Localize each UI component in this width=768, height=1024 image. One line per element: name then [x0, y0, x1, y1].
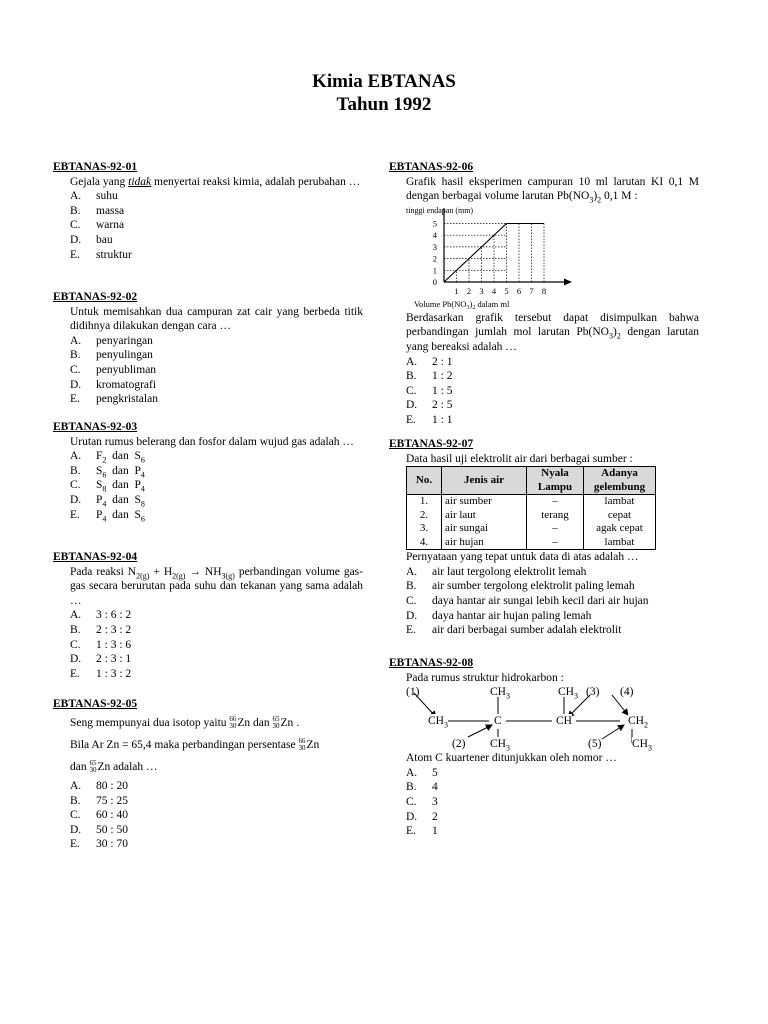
option-e [70, 392, 363, 407]
option-text: air dari berbagai sumber adalah elektrolit [432, 624, 622, 637]
option-text: 3 [432, 795, 438, 808]
option-letter: E. [406, 624, 416, 637]
table-cell: – [527, 495, 584, 509]
label-4: (4) [620, 686, 634, 699]
option-c [70, 808, 363, 823]
option-letter: B. [70, 623, 81, 636]
option-d [406, 810, 699, 825]
series-line [444, 223, 544, 282]
hydrocarbon-structure [406, 685, 699, 751]
option-letter: D. [70, 653, 82, 666]
x-tick-label: 2 [466, 285, 472, 296]
option-letter: D. [70, 233, 82, 246]
option-c [406, 384, 699, 399]
x-tick-label: 8 [541, 285, 547, 296]
option-letter: C. [70, 809, 81, 822]
question-text: Grafik hasil eksperimen campuran 10 ml larutan KI 0,1 M dengan berbagai volume larutan $Pb(NO_3)_2$ 0,1 M : [406, 175, 699, 205]
question-text: Urutan rumus belerang dan fosfor dalam wujud gas adalah … [70, 435, 354, 448]
question-6 [389, 160, 699, 428]
label-3: (3) [586, 686, 600, 699]
isotope-label: 66 30 [229, 715, 237, 731]
option-letter: B. [70, 464, 81, 477]
option-letter: B. [70, 349, 81, 362]
option-letter: D. [406, 609, 418, 622]
table-cell: lambat [584, 495, 656, 509]
option-text: struktur [96, 248, 132, 261]
option-c [70, 363, 363, 378]
question-text: Berdasarkan grafik tersebut dapat disimpulkan bahwa perbandingan jumlah mol larutan $Pb(NO_3)_2$ dengan larutan yang bereaksi adalah … [406, 311, 699, 353]
option-text: 50 : 50 [96, 823, 128, 836]
atom-c-quaternary: C [494, 715, 502, 728]
isotope-label: 65 30 [89, 759, 97, 775]
isotope-label: 65 30 [272, 715, 280, 731]
option-text: air sumber tergolong elektrolit paling lemah [432, 580, 635, 593]
question-4 [53, 550, 363, 681]
option-letter: A. [70, 780, 82, 792]
options [53, 189, 363, 262]
table-cell: 3. [407, 522, 442, 536]
option-letter: A. [406, 355, 418, 368]
option-e [406, 413, 699, 428]
option-b [70, 464, 363, 479]
question-text: Data hasil uji elektrolit air dari berbagai sumber : [406, 452, 633, 465]
option-text: daya hantar air hujan paling lemah [432, 609, 592, 622]
question-text: Pada reaksi $N_{2(g)} + H_{2(g)} \to NH_{3(g)}$ perbandingan volume gas-gas secara berurutan pada suhu dan tekanan yang sama adalah … [70, 565, 363, 607]
options [53, 334, 363, 407]
option-letter: C. [70, 363, 81, 376]
option-letter: D. [406, 810, 418, 823]
table-cell: air laut [442, 509, 527, 523]
option-text: kromatografi [96, 378, 157, 391]
option-b [406, 780, 699, 795]
label-5: (5) [588, 738, 602, 751]
option-letter: C. [70, 479, 81, 492]
option-letter: B. [406, 781, 417, 794]
option-c [70, 218, 363, 233]
option-text: penyubliman [96, 363, 157, 376]
options [389, 565, 699, 638]
option-letter: A. [70, 190, 82, 203]
option-letter: E. [70, 667, 80, 680]
question-text: Seng mempunyai dua isotop yaitu 66 30Zn dan 65 30Zn . [70, 715, 300, 731]
option-letter: E. [70, 393, 80, 406]
question-heading: EBTANAS-92-08 [389, 657, 474, 669]
option-e [70, 508, 363, 523]
option-d [70, 378, 363, 393]
option-e [70, 248, 363, 263]
option-text: bau [96, 233, 113, 246]
option-text: $P_4$ dan $S_6$ [96, 508, 145, 523]
option-b [70, 204, 363, 219]
option-c [406, 594, 699, 609]
option-b [70, 623, 363, 638]
question-3 [53, 420, 363, 522]
option-e [406, 623, 699, 638]
option-a [406, 565, 699, 580]
question-text: Pernyataan yang tepat untuk data di atas adalah … [406, 551, 639, 564]
option-letter: D. [70, 378, 82, 391]
table-cell: – [527, 536, 584, 550]
option-a [406, 355, 699, 370]
arrow-2 [468, 725, 492, 737]
option-letter: E. [70, 248, 80, 261]
option-d [70, 823, 363, 838]
option-text: pengkristalan [96, 393, 158, 406]
x-axis-label: Volume $Pb(NO_3)_2$ dalam ml [414, 298, 510, 311]
table-cell: air sumber [442, 495, 527, 509]
table-cell: 2. [407, 509, 442, 523]
option-e [70, 837, 363, 852]
electrolyte-table [406, 466, 656, 550]
question-heading: EBTANAS-92-04 [53, 551, 138, 563]
question-text: Untuk memisahkan dua campuran zat cair yang berbeda titik didihnya dilakukan dengan cara … [70, 305, 363, 333]
option-text: 2 : 1 [432, 355, 453, 368]
option-text: 4 [432, 781, 438, 794]
question-1 [53, 160, 363, 262]
option-d [406, 609, 699, 624]
x-tick-label: 7 [529, 285, 534, 296]
question-text: Bila Ar Zn = 65,4 maka perbandingan persentase 66 30Zn [70, 737, 320, 753]
options [53, 779, 363, 852]
option-text: penyaringan [96, 334, 153, 347]
table-cell: – [527, 522, 584, 536]
table-row [407, 536, 656, 550]
option-b [70, 348, 363, 363]
option-c [70, 638, 363, 653]
atom-ch: CH [556, 715, 572, 728]
atom-ch2: $CH_2$ [628, 715, 648, 730]
x-tick-label: 1 [454, 285, 459, 296]
option-letter: D. [70, 493, 82, 506]
option-text: 2 : 3 : 1 [96, 653, 132, 666]
question-text: Atom C kuartener ditunjukkan oleh nomor … [406, 752, 617, 765]
y-tick-label: 2 [432, 253, 437, 264]
option-text: 5 [432, 766, 438, 779]
y-tick-label: 1 [432, 265, 437, 276]
option-letter: A. [70, 609, 82, 622]
y-tick-label: 5 [432, 218, 437, 229]
atom-ch3-top: $CH_3$ [490, 686, 510, 701]
table-header: Adanya gelembung [584, 467, 656, 495]
label-2: (2) [452, 738, 466, 751]
question-text: dan 65 30Zn adalah … [70, 759, 158, 775]
options [53, 449, 363, 522]
question-5 [53, 696, 363, 852]
precipitate-chart [406, 204, 699, 311]
option-e [406, 824, 699, 839]
table-cell: air hujan [442, 536, 527, 550]
x-tick-label: 6 [516, 285, 522, 296]
option-b [406, 579, 699, 594]
question-heading: EBTANAS-92-07 [389, 438, 474, 450]
table-cell: air sungai [442, 522, 527, 536]
option-text: 75 : 25 [96, 794, 128, 807]
option-text: massa [96, 204, 125, 217]
option-b [70, 794, 363, 809]
atom-ch3-bottom: $CH_3$ [490, 738, 510, 753]
option-letter: D. [406, 399, 418, 412]
option-d [70, 233, 363, 248]
option-letter: C. [406, 795, 417, 808]
table-row [407, 509, 656, 523]
table-row [407, 495, 656, 509]
option-a [70, 189, 363, 204]
question-heading: EBTANAS-92-05 [53, 698, 138, 710]
option-a [70, 449, 363, 464]
option-letter: E. [70, 838, 80, 851]
option-letter: D. [70, 823, 82, 836]
option-text: suhu [96, 190, 118, 203]
option-d [70, 652, 363, 667]
options [389, 766, 699, 839]
option-a [406, 766, 699, 781]
table-cell: 4. [407, 536, 442, 550]
option-letter: C. [70, 638, 81, 651]
option-a [70, 608, 363, 623]
y-tick-label: 0 [432, 276, 437, 287]
option-text: 1 [432, 825, 438, 838]
y-tick-label: 4 [432, 229, 437, 240]
option-c [70, 478, 363, 493]
isotope-label: 66 30 [298, 737, 306, 753]
table-header: Nyala Lampu [527, 467, 584, 495]
option-text: 1 : 2 [432, 370, 453, 383]
table-cell: lambat [584, 536, 656, 550]
option-text: 1 : 3 : 6 [96, 638, 132, 651]
option-a [70, 334, 363, 349]
table-cell: cepat [584, 509, 656, 523]
option-d [70, 493, 363, 508]
option-letter: A. [406, 766, 418, 779]
page-title: Kimia EBTANAS Tahun 1992 [312, 71, 456, 115]
option-letter: C. [70, 219, 81, 232]
question-8 [389, 656, 699, 839]
x-tick-label: 5 [504, 285, 509, 296]
option-letter: E. [70, 508, 80, 521]
option-text: daya hantar air sungai lebih kecil dari air hujan [432, 594, 649, 607]
option-d [406, 398, 699, 413]
option-letter: B. [406, 370, 417, 383]
option-letter: B. [406, 580, 417, 593]
option-text: $P_4$ dan $S_8$ [96, 493, 145, 509]
option-text: 1 : 5 [432, 384, 453, 397]
table-cell: 1. [407, 495, 442, 509]
chart-svg [406, 204, 586, 311]
question-heading: EBTANAS-92-01 [53, 161, 138, 173]
question-2 [53, 290, 363, 407]
table-cell: terang [527, 509, 584, 523]
option-text: $S_8$ dan $P_4$ [96, 479, 145, 494]
option-letter: C. [406, 384, 417, 397]
option-letter: B. [70, 794, 81, 807]
option-text: 3 : 6 : 2 [96, 609, 132, 622]
question-heading: EBTANAS-92-02 [53, 291, 138, 303]
x-axis-arrow [564, 278, 572, 285]
option-letter: E. [406, 413, 416, 426]
question-text: Gejala yang tidak menyertai reaksi kimia, adalah perubahan … [70, 175, 361, 188]
atom-ch3-left: $CH_3$ [428, 715, 448, 730]
y-tick-label: 3 [432, 241, 437, 252]
option-text: 60 : 40 [96, 809, 128, 822]
option-text: 2 [432, 810, 438, 823]
option-text: 30 : 70 [96, 838, 128, 851]
option-b [406, 369, 699, 384]
option-letter: E. [406, 825, 416, 838]
option-a [70, 779, 363, 794]
option-text: 2 : 5 [432, 399, 453, 412]
y-axis-label: tinggi endapan (mm) [406, 205, 474, 215]
option-letter: C. [406, 594, 417, 607]
x-tick-label: 3 [479, 285, 484, 296]
question-text: Pada rumus struktur hidrokarbon : [406, 671, 564, 684]
options [53, 608, 363, 681]
option-text: 80 : 20 [96, 780, 128, 792]
x-tick-label: 4 [491, 285, 497, 296]
option-letter: A. [406, 565, 418, 578]
option-text: 1 : 3 : 2 [96, 667, 132, 680]
options [389, 355, 699, 428]
table-cell: agak cepat [584, 522, 656, 536]
table-row [407, 522, 656, 536]
table-header: No. [407, 467, 442, 495]
option-text: 2 : 3 : 2 [96, 623, 132, 636]
option-c [406, 795, 699, 810]
question-7 [389, 437, 699, 638]
option-text: 1 : 1 [432, 413, 453, 426]
option-text: air laut tergolong elektrolit lemah [432, 565, 587, 578]
option-text: $F_2$ dan $S_6$ [96, 450, 145, 465]
atom-ch3-top-right: $CH_3$ [558, 686, 578, 701]
option-text: penyulingan [96, 349, 153, 362]
option-letter: A. [70, 334, 82, 347]
option-letter: B. [70, 204, 81, 217]
option-text: warna [96, 219, 125, 232]
arrow-5 [602, 725, 624, 739]
option-e [70, 667, 363, 682]
option-letter: A. [70, 450, 82, 463]
label-1: (1) [406, 686, 420, 699]
question-heading: EBTANAS-92-06 [389, 161, 474, 173]
table-header: Jenis air [442, 467, 527, 495]
atom-ch3-right: $CH_3$ [632, 738, 652, 753]
option-text: $S_6$ dan $P_4$ [96, 464, 145, 480]
question-heading: EBTANAS-92-03 [53, 421, 138, 433]
